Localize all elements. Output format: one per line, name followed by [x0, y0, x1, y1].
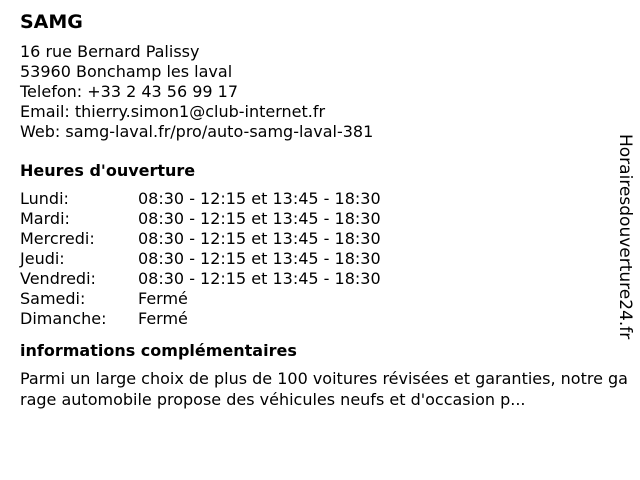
hours-row-saturday: [20, 289, 630, 309]
day-label: Jeudi:: [20, 249, 65, 268]
hours-heading: Heures d'ouverture: [20, 161, 196, 180]
hours-row-monday: [20, 189, 630, 209]
hours-table: [20, 189, 630, 329]
info-description: Parmi un large choix de plus de 100 voitures révisées et garanties, notre garage automobile propose des véhicules neufs et d'occasion p...: [20, 369, 628, 409]
day-label: Lundi:: [20, 189, 69, 208]
hours-row-thursday: [20, 249, 630, 269]
day-label: Mardi:: [20, 209, 70, 228]
time-range: Fermé: [138, 289, 188, 308]
day-label: Vendredi:: [20, 269, 96, 288]
day-label: Dimanche:: [20, 309, 107, 328]
day-label: Samedi:: [20, 289, 86, 308]
hours-row-tuesday: [20, 209, 630, 229]
site-watermark: Horairesdouverture24.fr: [615, 134, 635, 340]
phone-number: Telefon: +33 2 43 56 99 17: [20, 82, 239, 101]
hours-row-sunday: [20, 309, 630, 329]
hours-row-wednesday: [20, 229, 630, 249]
info-heading: informations complémentaires: [20, 341, 297, 360]
business-name: SAMG: [20, 11, 83, 33]
address-city: 53960 Bonchamp les laval: [20, 62, 233, 81]
time-range: 08:30 - 12:15 et 13:45 - 18:30: [138, 189, 381, 208]
website-url: Web: samg-laval.fr/pro/auto-samg-laval-381: [20, 122, 374, 141]
business-card: [20, 10, 630, 410]
hours-row-friday: [20, 269, 630, 289]
time-range: 08:30 - 12:15 et 13:45 - 18:30: [138, 229, 381, 248]
time-range: Fermé: [138, 309, 188, 328]
time-range: 08:30 - 12:15 et 13:45 - 18:30: [138, 249, 381, 268]
email-address: Email: thierry.simon1@club-internet.fr: [20, 102, 326, 121]
time-range: 08:30 - 12:15 et 13:45 - 18:30: [138, 269, 381, 288]
address-street: 16 rue Bernard Palissy: [20, 42, 200, 61]
day-label: Mercredi:: [20, 229, 95, 248]
time-range: 08:30 - 12:15 et 13:45 - 18:30: [138, 209, 381, 228]
